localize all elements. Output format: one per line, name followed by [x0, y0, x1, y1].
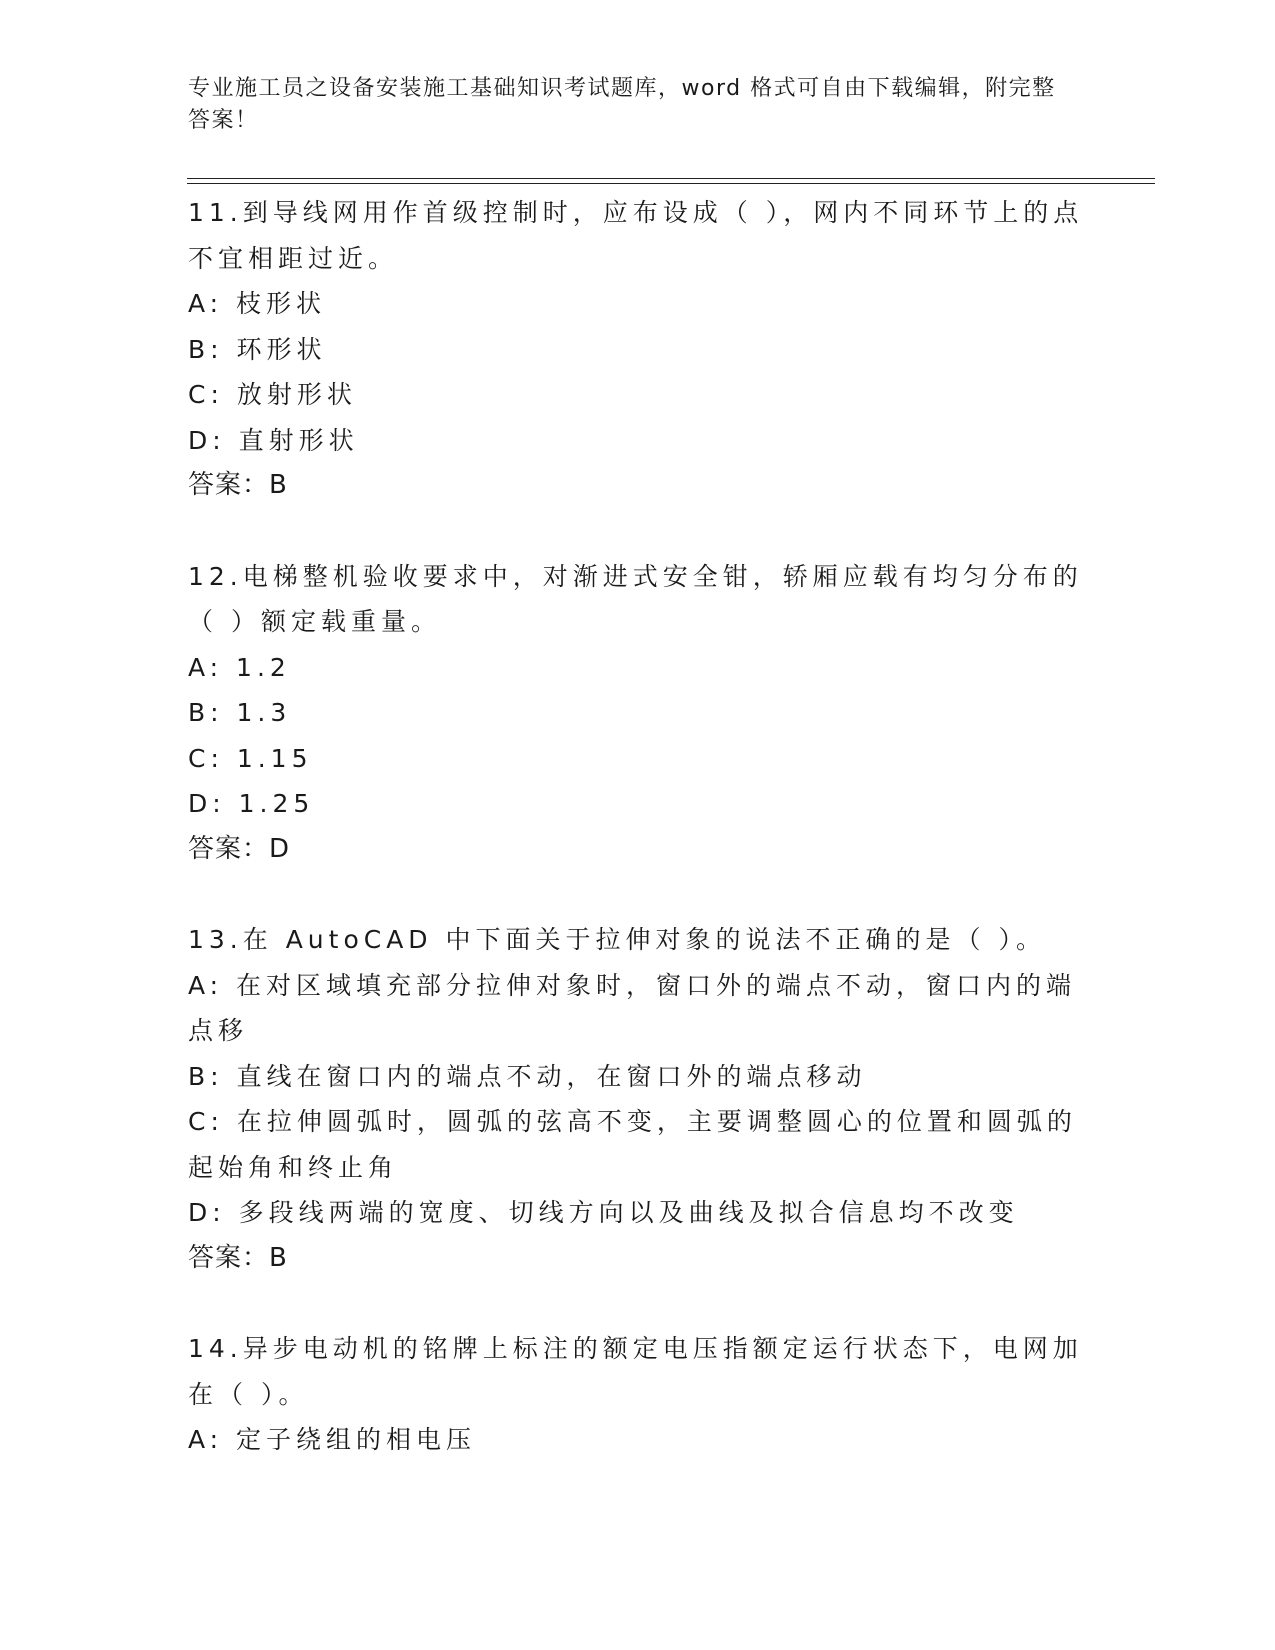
option-a: A: 定子绕组的相电压: [188, 1425, 477, 1454]
question-14: [188, 1326, 1088, 1463]
option-c: C: 在拉伸圆弧时，圆弧的弦高不变，主要调整圆心的位置和圆弧的起始角和终止角: [188, 1107, 1077, 1182]
document-header: 专业施工员之设备安装施工基础知识考试题库，word 格式可自由下载编辑，附完整答案！: [188, 76, 1056, 133]
question-stem: 12.电梯整机验收要求中，对渐进式安全钳，轿厢应载有均匀分布的（ ）额定载重量。: [188, 561, 1083, 636]
question-12: [188, 554, 1088, 873]
question-stem: 14.异步电动机的铭牌上标注的额定电压指额定运行状态下，电网加在（ ）。: [188, 1334, 1083, 1409]
question-stem: 13.在 AutoCAD 中下面关于拉伸对象的说法不正确的是（ ）。: [188, 925, 1046, 954]
option-b: B: 直线在窗口内的端点不动，在窗口外的端点移动: [188, 1061, 867, 1091]
option-a: A: 枝形状: [188, 289, 327, 318]
answer-line: 答案：D: [188, 833, 291, 864]
question-11: [188, 190, 1088, 509]
header-divider-top: [187, 178, 1155, 179]
option-a: A: 在对区域填充部分拉伸对象时，窗口外的端点不动，窗口内的端点移: [188, 970, 1077, 1045]
option-c: C: 放射形状: [188, 380, 357, 409]
option-d: D: 1.25: [188, 789, 315, 818]
option-c: C: 1.15: [188, 743, 313, 773]
option-a: A: 1.2: [188, 652, 291, 682]
question-stem: 11.到导线网用作首级控制时，应布设成（ ），网内不同环节上的点不宜相距过近。: [188, 198, 1084, 273]
option-b: B: 1.3: [188, 698, 292, 727]
header-divider-bottom: [187, 183, 1155, 184]
question-13: [188, 917, 1088, 1281]
option-d: D: 多段线两端的宽度、切线方向以及曲线及拟合信息均不改变: [188, 1198, 1019, 1227]
option-b: B: 环形状: [188, 334, 327, 364]
question-list: [188, 190, 1088, 1508]
answer-line: 答案：B: [188, 1242, 288, 1273]
option-d: D: 直射形状: [188, 425, 359, 455]
answer-line: 答案：B: [188, 470, 288, 500]
